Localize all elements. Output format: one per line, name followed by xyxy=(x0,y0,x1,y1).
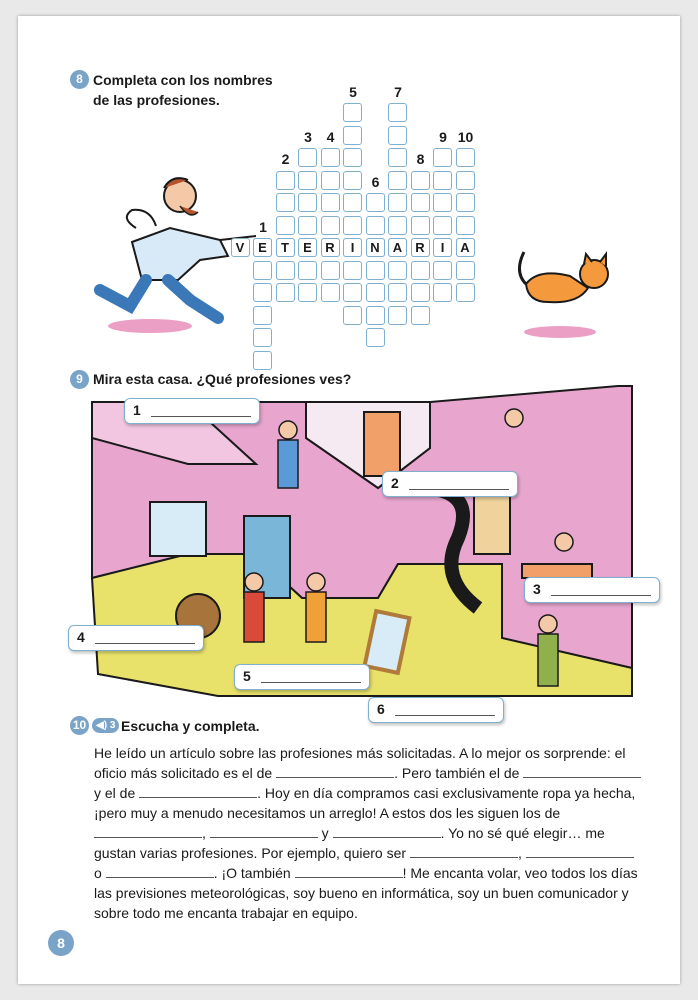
exercise-8-badge: 8 xyxy=(70,70,89,89)
crossword-clue-number: 6 xyxy=(371,173,380,190)
crossword-answer-cell: E xyxy=(253,238,272,257)
crossword-answer-cell: N xyxy=(366,238,385,257)
crossword-cell[interactable] xyxy=(433,283,452,302)
crossword-cell[interactable] xyxy=(343,148,362,167)
crossword-cell[interactable] xyxy=(388,283,407,302)
text-segment: las previsiones meteorológicas, soy bueno en informática, soy un buen comunicador y xyxy=(94,885,629,901)
paragraph-line-8 xyxy=(94,883,664,903)
crossword-cell[interactable] xyxy=(456,216,475,235)
crossword-cell[interactable] xyxy=(456,148,475,167)
architect-figure xyxy=(306,592,326,642)
answer-blank-9[interactable] xyxy=(106,864,214,878)
house-label-1-number: 1 xyxy=(133,402,141,418)
crossword-answer-cell: R xyxy=(411,238,430,257)
bookshelf xyxy=(474,488,510,554)
exercise-10-title: Escucha y completa. xyxy=(121,718,260,734)
painter-figure xyxy=(278,440,298,488)
house-label-6-number: 6 xyxy=(377,701,385,717)
crossword-cell[interactable] xyxy=(433,148,452,167)
crossword-cell[interactable] xyxy=(388,306,407,325)
paragraph-line-9 xyxy=(94,903,664,923)
crossword-cell[interactable] xyxy=(456,283,475,302)
speaker-icon: ◀) xyxy=(96,720,108,731)
crossword-cell[interactable] xyxy=(433,216,452,235)
crossword-cell[interactable] xyxy=(253,261,272,280)
upstairs-door xyxy=(364,412,400,476)
crossword-cell[interactable] xyxy=(433,171,452,190)
crossword-clue-number: 4 xyxy=(326,128,335,145)
crossword-cell[interactable] xyxy=(276,216,295,235)
text-segment: o xyxy=(94,865,102,881)
crossword-cell[interactable] xyxy=(343,193,362,212)
crossword-cell[interactable] xyxy=(343,103,362,122)
crossword-cell[interactable] xyxy=(253,306,272,325)
crossword-cell[interactable] xyxy=(276,193,295,212)
answer-blank-5[interactable] xyxy=(210,824,318,838)
crossword-answer-cell: E xyxy=(298,238,317,257)
crossword-cell[interactable] xyxy=(343,283,362,302)
crossword-cell[interactable] xyxy=(321,216,340,235)
audio-track-number: 3 xyxy=(109,720,116,731)
crossword-cell[interactable] xyxy=(298,193,317,212)
listening-paragraph xyxy=(94,743,664,923)
painter-head xyxy=(279,421,297,439)
answer-blank-10[interactable] xyxy=(295,864,403,878)
crossword-cell[interactable] xyxy=(388,103,407,122)
office-desk xyxy=(522,564,592,578)
exercise-10-badge: 10 xyxy=(70,716,89,735)
crossword-cell[interactable] xyxy=(298,261,317,280)
crossword-clue-number: 1 xyxy=(259,218,267,235)
photographer-head xyxy=(539,615,557,633)
crossword-cell[interactable] xyxy=(366,328,385,347)
crossword-cell[interactable] xyxy=(411,261,430,280)
house-label-6[interactable] xyxy=(368,697,504,723)
crossword-cell[interactable] xyxy=(321,193,340,212)
crossword-cell[interactable] xyxy=(343,306,362,325)
doctor-coat xyxy=(132,228,228,280)
doctor-leg-front xyxy=(168,280,218,318)
crossword-clue-number: 7 xyxy=(394,83,402,100)
crossword-cell[interactable] xyxy=(298,171,317,190)
crossword-cell[interactable] xyxy=(298,283,317,302)
text-segment: . ¡O también xyxy=(213,865,291,881)
text-segment: y el de xyxy=(94,785,136,801)
audio-track-badge[interactable] xyxy=(92,718,119,733)
courier-head xyxy=(245,573,263,591)
text-segment: ! Me encanta volar, veo todos los días xyxy=(402,865,638,881)
cat-illustration xyxy=(508,232,618,342)
house-label-6-line xyxy=(395,715,495,716)
answer-blank-6[interactable] xyxy=(333,824,441,838)
crossword-cell[interactable] xyxy=(456,171,475,190)
paragraph-line-2 xyxy=(94,763,664,783)
house-label-3-line xyxy=(551,595,651,596)
crossword-cell[interactable] xyxy=(388,261,407,280)
paragraph-line-1 xyxy=(94,743,664,763)
paragraph-line-7 xyxy=(94,863,664,883)
text-segment: He leído un artículo sobre las profesiones más solicitadas. A lo mejor os sorprende: el xyxy=(94,745,626,761)
exercise-9-badge: 9 xyxy=(70,370,89,389)
crossword-clue-number: 8 xyxy=(416,151,425,167)
crossword-cell[interactable] xyxy=(411,171,430,190)
crossword-cell[interactable] xyxy=(253,351,272,370)
house-label-4-line xyxy=(95,643,195,644)
crossword-cell[interactable] xyxy=(343,171,362,190)
house-label-5-line xyxy=(261,682,361,683)
crossword-answer-cell: V xyxy=(231,238,250,257)
text-segment: , xyxy=(202,825,206,841)
crossword-cell[interactable] xyxy=(366,193,385,212)
crossword-cell[interactable] xyxy=(253,283,272,302)
house-label-3[interactable] xyxy=(524,577,660,603)
text-segment: sobre todo me encanta trabajar en equipo. xyxy=(94,905,358,921)
crossword-cell[interactable] xyxy=(456,193,475,212)
crossword-cell[interactable] xyxy=(321,261,340,280)
exercise-8-title xyxy=(93,70,273,110)
crossword-cell[interactable] xyxy=(411,306,430,325)
photographer-figure xyxy=(538,634,558,686)
crossword-cell[interactable] xyxy=(411,193,430,212)
text-segment: . Hoy en día compramos casi exclusivamente ropa ya hecha, xyxy=(257,785,636,801)
paragraph-line-3 xyxy=(94,783,664,803)
crossword-clue-number: 9 xyxy=(439,128,447,145)
workbook-page xyxy=(18,16,680,984)
crossword-cell[interactable] xyxy=(366,261,385,280)
crossword-answer-cell: I xyxy=(343,238,362,257)
crossword-cell[interactable] xyxy=(433,261,452,280)
crossword-cell[interactable] xyxy=(388,216,407,235)
crossword-cell[interactable] xyxy=(411,283,430,302)
crossword-answer-cell: A xyxy=(388,238,407,257)
house-label-2-number: 2 xyxy=(391,475,399,491)
architect-head xyxy=(307,573,325,591)
text-segment: y xyxy=(321,825,329,841)
crossword-cell[interactable] xyxy=(276,283,295,302)
text-segment: , xyxy=(517,845,522,861)
plumber-head xyxy=(505,409,523,427)
crossword-clue-number: 5 xyxy=(349,83,357,100)
crossword-cell[interactable] xyxy=(343,261,362,280)
answer-blank-3[interactable] xyxy=(139,784,257,798)
text-segment: ¡pero muy a menudo necesitamos un arreglo! A estos dos les siguen los de xyxy=(94,805,561,821)
text-segment: oficio más solicitado es el de xyxy=(94,765,273,781)
cat-body xyxy=(526,273,588,302)
house-label-1[interactable] xyxy=(124,398,260,424)
house-label-3-number: 3 xyxy=(533,581,541,597)
house-label-1-line xyxy=(151,416,251,417)
crossword-cell[interactable] xyxy=(366,306,385,325)
crossword-cell[interactable] xyxy=(388,171,407,190)
crossword-cell[interactable] xyxy=(343,216,362,235)
courier-figure xyxy=(244,592,264,642)
crossword-cell[interactable] xyxy=(343,126,362,145)
answer-blank-8[interactable] xyxy=(526,844,634,858)
crossword-cell[interactable] xyxy=(298,148,317,167)
crossword-cell[interactable] xyxy=(388,126,407,145)
text-segment: . Pero también el de xyxy=(394,765,520,781)
exercise-8-title-line1: Completa con los nombres xyxy=(93,72,273,88)
page-number: 8 xyxy=(48,930,74,956)
crossword-cell[interactable] xyxy=(321,148,340,167)
paragraph-line-5 xyxy=(94,823,664,843)
crossword-clue-number: 3 xyxy=(304,128,312,145)
crossword-answer-cell: I xyxy=(433,238,452,257)
crossword-cell[interactable] xyxy=(388,193,407,212)
crossword-answer-cell: T xyxy=(276,238,295,257)
crossword-cell[interactable] xyxy=(388,148,407,167)
house-label-4[interactable] xyxy=(68,625,204,651)
crossword-answer-cell: A xyxy=(456,238,475,257)
crossword-clue-number: 2 xyxy=(281,151,290,167)
office-worker-head xyxy=(555,533,573,551)
answer-blank-4[interactable] xyxy=(94,824,202,838)
answer-blank-7[interactable] xyxy=(410,844,518,858)
crossword-cell[interactable] xyxy=(321,171,340,190)
cat-shadow xyxy=(524,326,596,338)
crossword-cell[interactable] xyxy=(456,261,475,280)
cat-tail xyxy=(519,252,526,284)
crossword-cell[interactable] xyxy=(276,261,295,280)
window xyxy=(150,502,206,556)
house-label-2-line xyxy=(409,489,509,490)
crossword-cell[interactable] xyxy=(321,283,340,302)
crossword-cell[interactable] xyxy=(366,283,385,302)
crossword-cell[interactable] xyxy=(298,216,317,235)
doctor-shadow xyxy=(108,319,192,333)
house-label-5-number: 5 xyxy=(243,668,251,684)
paragraph-line-6 xyxy=(94,843,664,863)
crossword-clue-number: 10 xyxy=(457,128,474,145)
crossword-cell[interactable] xyxy=(366,216,385,235)
exercise-9-title: Mira esta casa. ¿Qué profesiones ves? xyxy=(93,371,352,387)
answer-blank-1[interactable] xyxy=(276,764,394,778)
house-label-4-number: 4 xyxy=(77,629,85,645)
crossword-cell[interactable] xyxy=(276,171,295,190)
text-segment: gustan varias profesiones. Por ejemplo, quiero ser xyxy=(94,845,407,861)
crossword-cell[interactable] xyxy=(253,328,272,347)
doctor-coat-tail xyxy=(127,210,156,228)
house-label-5[interactable] xyxy=(234,664,370,690)
doctor-leg-back xyxy=(100,280,146,306)
answer-blank-2[interactable] xyxy=(523,764,641,778)
text-segment: . Yo no sé qué elegir… me xyxy=(440,825,605,841)
house-illustration xyxy=(78,378,638,710)
exercise-8-title-line2: de las profesiones. xyxy=(93,92,220,108)
crossword-answer-cell: R xyxy=(321,238,340,257)
doctor-illustration xyxy=(60,168,260,343)
house-label-2[interactable] xyxy=(382,471,518,497)
crossword-cell[interactable] xyxy=(433,193,452,212)
paragraph-line-4 xyxy=(94,803,664,823)
crossword-cell[interactable] xyxy=(411,216,430,235)
